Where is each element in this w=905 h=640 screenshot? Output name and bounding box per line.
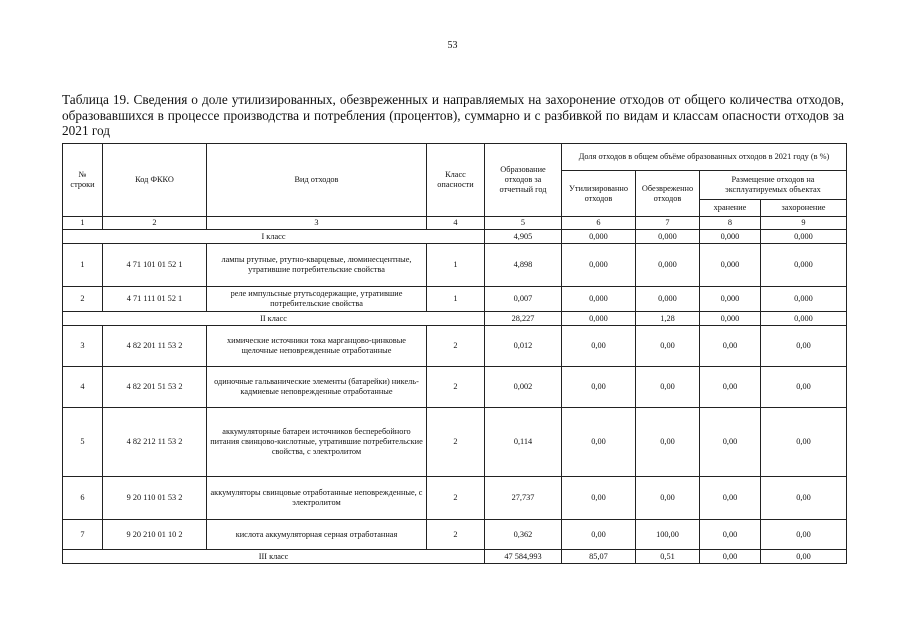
storage-value: 0,000 (700, 312, 761, 326)
neutralized-value: 0,000 (636, 287, 700, 312)
burial-value: 0,00 (761, 477, 847, 520)
burial-value: 0,000 (761, 230, 847, 244)
fkko-code: 4 82 212 11 53 2 (103, 408, 207, 477)
header-fkko-code: Код ФККО (103, 144, 207, 217)
column-number: 5 (485, 217, 562, 230)
utilized-value: 0,00 (562, 326, 636, 367)
row-number: 5 (63, 408, 103, 477)
formed-value: 0,002 (485, 367, 562, 408)
row-number: 1 (63, 244, 103, 287)
table-row (63, 477, 847, 520)
storage-value: 0,000 (700, 244, 761, 287)
neutralized-value: 100,00 (636, 520, 700, 550)
header-hazard-class: Класс опасности (427, 144, 485, 217)
header-row-number: № строки (63, 144, 103, 217)
table-body (63, 144, 847, 564)
storage-value: 0,000 (700, 230, 761, 244)
utilized-value: 0,000 (562, 244, 636, 287)
burial-value: 0,00 (761, 408, 847, 477)
column-number: 3 (207, 217, 427, 230)
storage-value: 0,00 (700, 520, 761, 550)
row-number: 6 (63, 477, 103, 520)
hazard-class: 2 (427, 408, 485, 477)
utilized-value: 0,00 (562, 408, 636, 477)
column-number: 9 (761, 217, 847, 230)
header-formed: Образование отходов за отчетный год (485, 144, 562, 217)
storage-value: 0,00 (700, 326, 761, 367)
formed-value: 47 584,993 (485, 550, 562, 564)
formed-value: 0,362 (485, 520, 562, 550)
class-subtotal-row (63, 550, 847, 564)
waste-name: кислота аккумуляторная серная отработанная (207, 520, 427, 550)
neutralized-value: 0,000 (636, 244, 700, 287)
utilized-value: 0,000 (562, 230, 636, 244)
neutralized-value: 0,000 (636, 230, 700, 244)
row-number: 4 (63, 367, 103, 408)
waste-name: химические источники тока марганцово-цинковые щелочные неповрежденные отработанные (207, 326, 427, 367)
hazard-class: 2 (427, 477, 485, 520)
fkko-code: 4 71 111 01 52 1 (103, 287, 207, 312)
row-number: 7 (63, 520, 103, 550)
fkko-code: 4 71 101 01 52 1 (103, 244, 207, 287)
class-label: III класс (63, 550, 485, 564)
header-neutralized: Обезвреженно отходов (636, 171, 700, 217)
waste-share-table (62, 143, 847, 564)
burial-value: 0,00 (761, 520, 847, 550)
formed-value: 0,007 (485, 287, 562, 312)
burial-value: 0,000 (761, 287, 847, 312)
fkko-code: 9 20 210 01 10 2 (103, 520, 207, 550)
utilized-value: 0,00 (562, 477, 636, 520)
neutralized-value: 0,51 (636, 550, 700, 564)
waste-name: одиночные гальванические элементы (батарейки) никель-кадмиевые неповрежденные отработанные (207, 367, 427, 408)
utilized-value: 0,000 (562, 287, 636, 312)
neutralized-value: 0,00 (636, 408, 700, 477)
storage-value: 0,000 (700, 287, 761, 312)
storage-value: 0,00 (700, 367, 761, 408)
class-subtotal-row (63, 312, 847, 326)
hazard-class: 2 (427, 326, 485, 367)
header-placement: Размещение отходов на эксплуатируемых объектах (700, 171, 847, 200)
header-burial: захоронение (761, 200, 847, 217)
header-waste-type: Вид отходов (207, 144, 427, 217)
column-number: 2 (103, 217, 207, 230)
table-row (63, 326, 847, 367)
utilized-value: 85,07 (562, 550, 636, 564)
burial-value: 0,000 (761, 244, 847, 287)
utilized-value: 0,00 (562, 520, 636, 550)
table-row (63, 367, 847, 408)
waste-name: аккумуляторы свинцовые отработанные неповрежденные, с электролитом (207, 477, 427, 520)
fkko-code: 4 82 201 11 53 2 (103, 326, 207, 367)
fkko-code: 9 20 110 01 53 2 (103, 477, 207, 520)
formed-value: 27,737 (485, 477, 562, 520)
utilized-value: 0,00 (562, 367, 636, 408)
neutralized-value: 0,00 (636, 326, 700, 367)
waste-name: реле импульсные ртутьсодержащие, утратившие потребительские свойства (207, 287, 427, 312)
table-row (63, 408, 847, 477)
fkko-code: 4 82 201 51 53 2 (103, 367, 207, 408)
header-storage: хранение (700, 200, 761, 217)
hazard-class: 2 (427, 520, 485, 550)
column-number: 6 (562, 217, 636, 230)
column-number: 8 (700, 217, 761, 230)
table-row (63, 520, 847, 550)
neutralized-value: 1,28 (636, 312, 700, 326)
formed-value: 4,898 (485, 244, 562, 287)
column-number: 4 (427, 217, 485, 230)
storage-value: 0,00 (700, 408, 761, 477)
hazard-class: 2 (427, 367, 485, 408)
burial-value: 0,000 (761, 312, 847, 326)
class-subtotal-row (63, 230, 847, 244)
burial-value: 0,00 (761, 367, 847, 408)
formed-value: 0,114 (485, 408, 562, 477)
column-number-row (63, 217, 847, 230)
waste-name: аккумуляторные батареи источников бесперебойного питания свинцово-кислотные, утратившие потребительские свойства, с электролитом (207, 408, 427, 477)
utilized-value: 0,000 (562, 312, 636, 326)
hazard-class: 1 (427, 287, 485, 312)
formed-value: 0,012 (485, 326, 562, 367)
column-number: 1 (63, 217, 103, 230)
row-number: 2 (63, 287, 103, 312)
formed-value: 28,227 (485, 312, 562, 326)
header-share-group: Доля отходов в общем объёме образованных отходов в 2021 году (в %) (562, 144, 847, 171)
page-number: 53 (447, 40, 458, 51)
row-number: 3 (63, 326, 103, 367)
burial-value: 0,00 (761, 550, 847, 564)
class-label: I класс (63, 230, 485, 244)
table-row (63, 287, 847, 312)
neutralized-value: 0,00 (636, 367, 700, 408)
hazard-class: 1 (427, 244, 485, 287)
class-label: II класс (63, 312, 485, 326)
table-row (63, 244, 847, 287)
header-utilized: Утилизированно отходов (562, 171, 636, 217)
column-number: 7 (636, 217, 700, 230)
storage-value: 0,00 (700, 550, 761, 564)
header-row (63, 144, 847, 171)
storage-value: 0,00 (700, 477, 761, 520)
burial-value: 0,00 (761, 326, 847, 367)
waste-name: лампы ртутные, ртутно-кварцевые, люминесцентные, утратившие потребительские свойства (207, 244, 427, 287)
formed-value: 4,905 (485, 230, 562, 244)
neutralized-value: 0,00 (636, 477, 700, 520)
table-caption: Таблица 19. Сведения о доле утилизированных, обезвреженных и направляемых на захоронение отходов от общего количества отходов, образовавшихся в процессе производства и потребления (процентов), суммарно и с разбивкой по видам и классам опасности отходов за 2021 год (62, 92, 844, 138)
